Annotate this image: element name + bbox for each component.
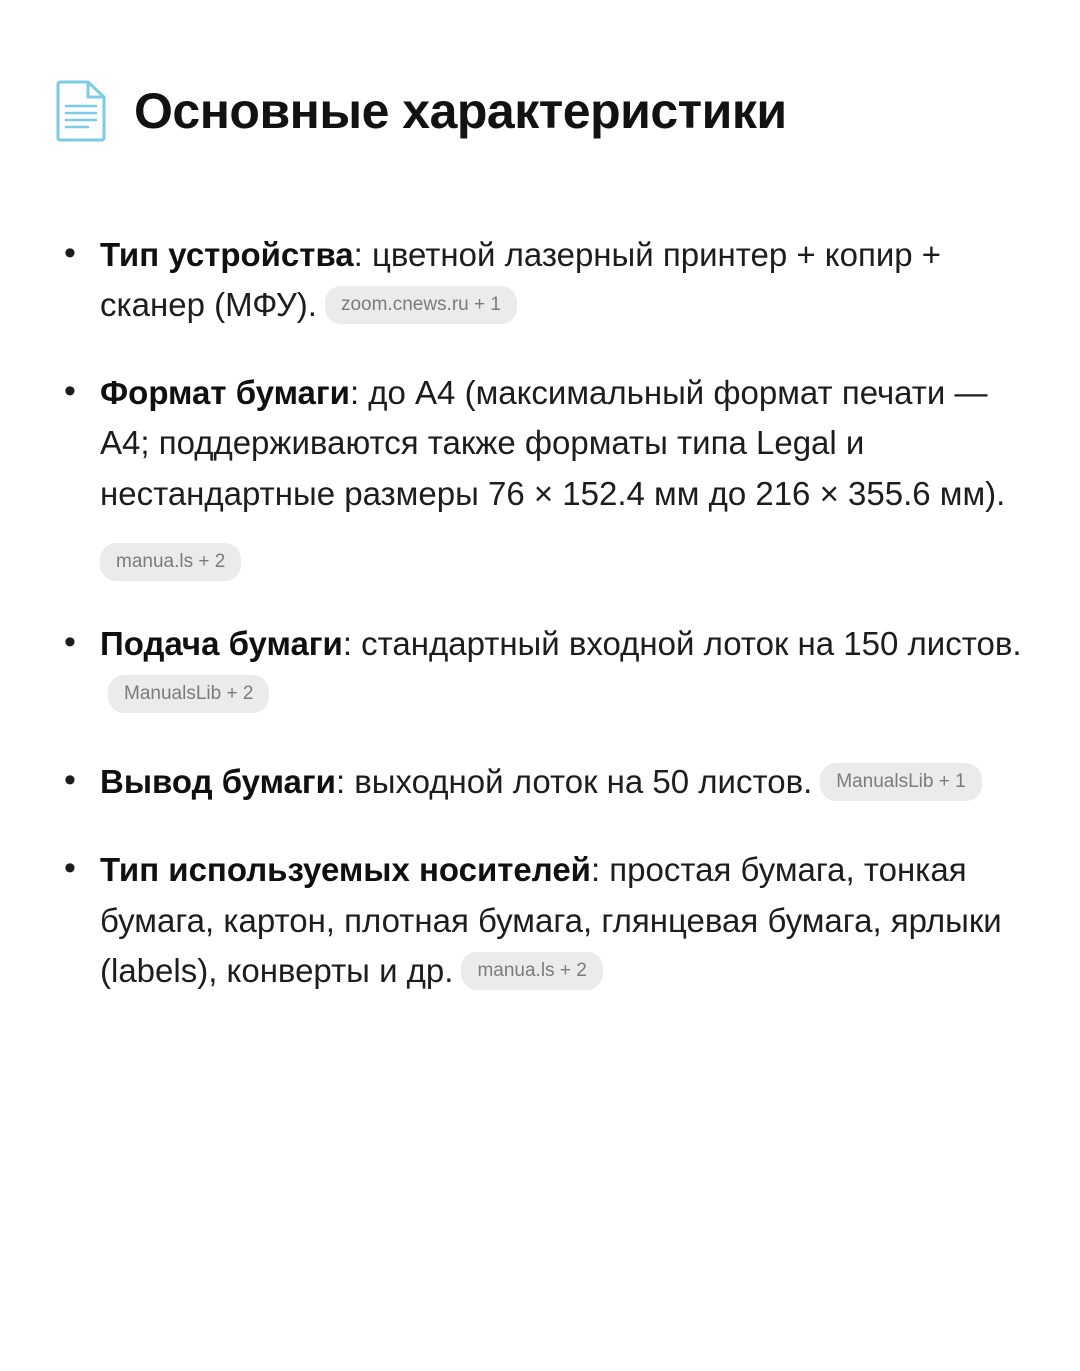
list-item [48, 368, 1032, 581]
spec-label: Формат бумаги [100, 374, 350, 412]
list-item [48, 230, 1032, 330]
spec-text: : выходной лоток на 50 листов. [335, 763, 813, 801]
spec-text: : до A4 (максимальный формат печати — A4; поддерживаются также форматы типа Legal и нестандартные размеры 76 × 152.4 мм до 216 × 355.6 мм). [100, 374, 1006, 512]
citation-badge[interactable]: manua.ls + 2 [100, 543, 241, 581]
citation-badge[interactable]: manua.ls + 2 [461, 952, 602, 990]
citation-row [100, 531, 1032, 581]
spec-label: Тип используемых носителей [100, 851, 591, 889]
spec-text: : стандартный входной лоток на 150 листов. [342, 624, 1022, 662]
citation-badge[interactable]: ManualsLib + 1 [820, 763, 981, 801]
specifications-list [48, 230, 1032, 996]
document-icon [56, 80, 108, 142]
list-item [48, 619, 1032, 719]
spec-text: : простая бумага, тонкая бумага, картон, плотная бумага, глянцевая бумага, ярлыки (labels), конверты и др. [100, 851, 1002, 989]
citation-badge[interactable]: ManualsLib + 2 [108, 675, 269, 713]
citation-badge[interactable]: zoom.cnews.ru + 1 [325, 286, 517, 324]
page-title: Основные характеристики [134, 82, 787, 139]
list-item [48, 757, 1032, 807]
spec-label: Подача бумаги [100, 624, 343, 662]
spec-text: : цветной лазерный принтер + копир + сканер (МФУ). [100, 236, 942, 324]
spec-label: Тип устройства [100, 236, 354, 273]
page-header [48, 50, 1032, 172]
spec-label: Вывод бумаги [100, 763, 336, 801]
list-item [48, 845, 1032, 995]
